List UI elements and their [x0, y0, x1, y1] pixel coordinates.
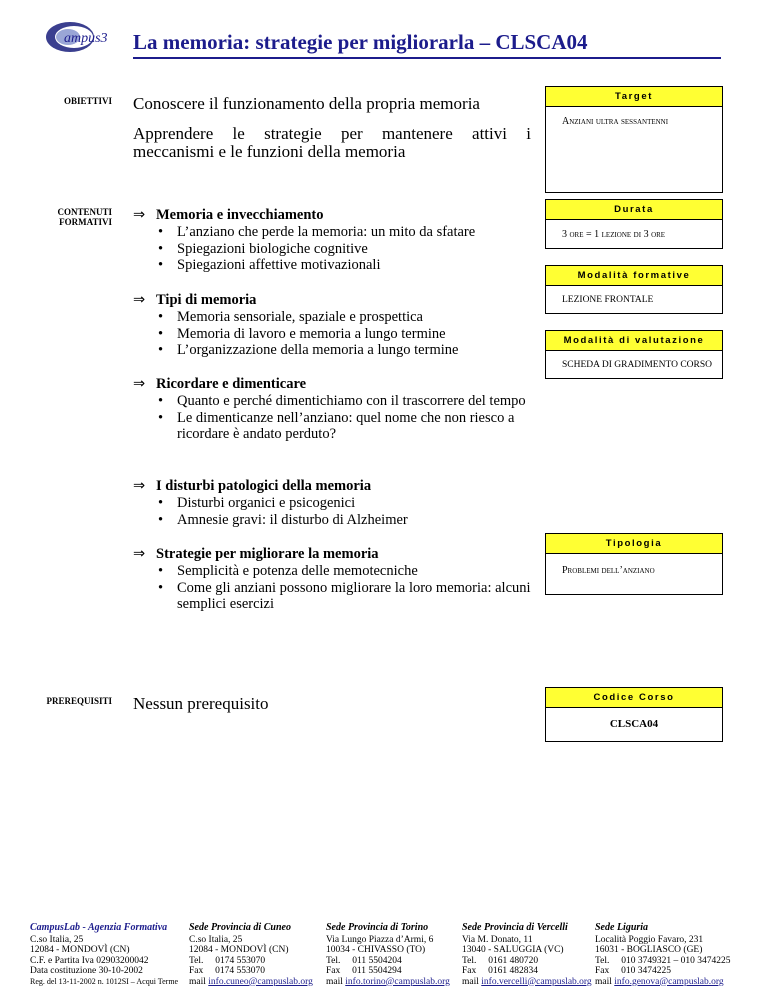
arrow-icon: ⇒ [133, 546, 146, 562]
footer-mail-line: mail info.cuneo@campuslab.org [189, 976, 313, 987]
list-item: • Spiegazioni biologiche cognitive [133, 241, 543, 258]
email-link[interactable]: info.torino@campuslab.org [345, 976, 450, 987]
section-title: ⇒ Ricordare e dimenticare [133, 376, 307, 392]
box-durata-body: 3 ore = 1 lezione di 3 ore [562, 229, 666, 240]
svg-text:ampus3: ampus3 [64, 31, 108, 46]
list-item: • Spiegazioni affettive motivazionali [133, 257, 543, 274]
section-memoria-invecchiamento [133, 207, 543, 274]
footer-line: Tel. 0161 480720 [462, 955, 539, 966]
list-item: • Le dimenticanze nell’anziano: quel nome che non riesco a ricordare è andato perduto? [133, 410, 533, 443]
footer-line: 12084 - MONDOVÌ (CN) [189, 945, 289, 955]
label-prerequisiti: PREREQUISITI [46, 696, 112, 706]
box-modalita-formative-head: Modalità formative [546, 266, 722, 286]
section-title: ⇒ I disturbi patologici della memoria [133, 478, 372, 494]
section-strategie [133, 546, 533, 613]
footer-line: 13040 - SALUGGIA (VC) [462, 945, 564, 955]
list-item: • L’anziano che perde la memoria: un mito da sfatare [133, 224, 543, 241]
obiettivo-2-line2: meccanismi e le funzioni della memoria [133, 142, 406, 161]
footer-line: Tel. 011 5504204 [326, 955, 402, 966]
footer-heading: Sede Liguria [595, 922, 649, 933]
footer-line: Data costituzione 30-10-2002 [30, 966, 143, 976]
footer-liguria [595, 923, 731, 987]
footer-line: Tel. 0174 553070 [189, 955, 266, 966]
box-modalita-valutazione-head: Modalità di valutazione [546, 331, 722, 351]
footer-heading: CampusLab - Agenzia Formativa [30, 922, 168, 933]
label-contenuti-line2: FORMATIVI [59, 217, 112, 227]
title-rule [133, 57, 721, 59]
footer-heading: Sede Provincia di Cuneo [189, 922, 291, 933]
page-title: La memoria: strategie per migliorarla – CLSCA04 [133, 30, 588, 54]
arrow-icon: ⇒ [133, 478, 146, 494]
footer-line: Fax 0161 482834 [462, 966, 538, 976]
box-modalita-formative-body: LEZIONE FRONTALE [562, 295, 654, 305]
footer-heading: Sede Provincia di Vercelli [462, 922, 568, 933]
footer-mail-line: mail info.torino@campuslab.org [326, 976, 450, 987]
footer-line: Fax 0174 553070 [189, 966, 265, 976]
box-durata [545, 199, 723, 249]
label-contenuti [32, 207, 112, 227]
list-item: • Quanto e perché dimentichiamo con il trascorrere del tempo [133, 393, 533, 410]
footer-line: Tel. 010 3749321 – 010 3474225 [595, 955, 731, 966]
box-modalita-formative [545, 265, 723, 314]
footer-line: C.so Italia, 25 [189, 934, 243, 945]
section-ricordare-dimenticare [133, 376, 533, 443]
list-item: • Memoria di lavoro e memoria a lungo termine [133, 326, 543, 343]
footer-line: Località Poggio Favaro, 231 [595, 934, 704, 945]
obiettivo-1: Conoscere il funzionamento della propria memoria [133, 94, 480, 113]
footer-torino [326, 923, 450, 987]
footer-line: 16031 - BOGLIASCO (GE) [595, 945, 703, 955]
footer-line: Fax 011 5504294 [326, 966, 402, 976]
box-codice-corso-head: Codice Corso [546, 688, 722, 708]
list-item: • Amnesie gravi: il disturbo di Alzheimer [133, 512, 543, 529]
footer-line: 10034 - CHIVASSO (TO) [326, 945, 426, 955]
box-target-body: Anziani ultra sessantenni [562, 116, 669, 127]
box-modalita-valutazione-body: SCHEDA DI GRADIMENTO CORSO [562, 360, 712, 370]
email-link[interactable]: info.genova@campuslab.org [614, 976, 724, 987]
section-tipi-memoria [133, 292, 543, 359]
list-item: • L’organizzazione della memoria a lungo termine [133, 342, 543, 359]
arrow-icon: ⇒ [133, 376, 146, 392]
footer-mail-line: mail info.vercelli@campuslab.org [462, 976, 592, 987]
campus-logo [44, 18, 114, 56]
footer-line: 12084 - MONDOVÌ (CN) [30, 945, 130, 955]
footer-vercelli [462, 923, 592, 987]
box-codice-corso [545, 687, 723, 742]
footer-line: Via Lungo Piazza d’Armi, 6 [326, 934, 434, 945]
box-tipologia [545, 533, 723, 595]
footer-mail-line: mail info.genova@campuslab.org [595, 976, 724, 987]
box-tipologia-body: Problemi dell’anziano [562, 565, 655, 576]
footer-cuneo [189, 923, 313, 987]
footer-line: C.so Italia, 25 [30, 934, 84, 945]
box-modalita-valutazione [545, 330, 723, 379]
section-title: ⇒ Memoria e invecchiamento [133, 207, 324, 223]
footer-line: Fax 010 3474225 [595, 966, 671, 976]
arrow-icon: ⇒ [133, 207, 146, 223]
email-link[interactable]: info.cuneo@campuslab.org [208, 976, 313, 987]
footer-campuslab [30, 923, 178, 987]
section-title: ⇒ Tipi di memoria [133, 292, 257, 308]
box-target [545, 86, 723, 193]
box-target-head: Target [546, 87, 722, 107]
section-title: ⇒ Strategie per migliorare la memoria [133, 546, 379, 562]
footer-line: C.F. e Partita Iva 02903200042 [30, 955, 149, 966]
box-tipologia-head: Tipologia [546, 534, 722, 554]
arrow-icon: ⇒ [133, 292, 146, 308]
prerequisiti-text: Nessun prerequisito [133, 694, 269, 713]
list-item: • Semplicità e potenza delle memotecniche [133, 563, 533, 580]
footer-line: Reg. del 13-11-2002 n. 1012SI – Acqui Terme [30, 976, 179, 986]
box-codice-corso-body: CLSCA04 [609, 718, 659, 730]
section-disturbi-patologici [133, 478, 543, 528]
footer-line: Via M. Donato, 11 [462, 934, 533, 945]
list-item: • Disturbi organici e psicogenici [133, 495, 543, 512]
email-link[interactable]: info.vercelli@campuslab.org [481, 976, 592, 987]
campus-logo-graphic [44, 18, 114, 56]
label-contenuti-line1: CONTENUTI [57, 207, 112, 217]
list-item: • Memoria sensoriale, spaziale e prospettica [133, 309, 543, 326]
box-durata-head: Durata [546, 200, 722, 220]
footer-heading: Sede Provincia di Torino [326, 922, 429, 933]
obiettivo-2-line1: Apprendere le strategie per mantenere attivi i [133, 124, 531, 143]
list-item: • Come gli anziani possono migliorare la loro memoria: alcuni semplici esercizi [133, 580, 533, 613]
label-obiettivi: OBIETTIVI [63, 96, 112, 106]
